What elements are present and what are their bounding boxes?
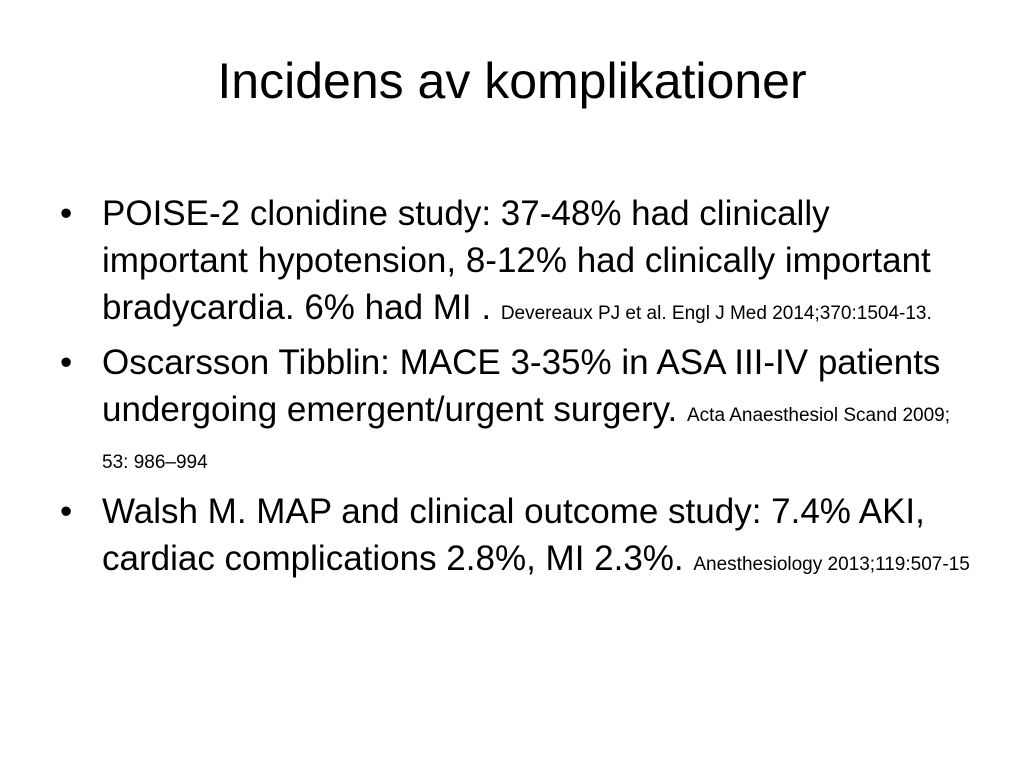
bullet-item-oscarsson	[60, 339, 980, 480]
bullet-text: Oscarsson Tibblin: MACE 3-35% in ASA III-IV patients undergoing emergent/urgent surgery.	[102, 343, 941, 429]
slide-title: Incidens av komplikationer	[217, 53, 807, 109]
bullet-item-poise2	[60, 190, 980, 331]
bullet-list	[60, 190, 980, 590]
citation: Acta Anaesthesiol Scand 2009; 53: 986–994	[102, 405, 951, 473]
bullet-dot-icon: •	[60, 194, 73, 233]
bullet-item-walsh	[60, 488, 980, 582]
citation: Devereaux PJ et al. Engl J Med 2014;370:1504-13.	[500, 303, 932, 324]
bullet-dot-icon: •	[60, 492, 73, 531]
bullet-dot-icon: •	[60, 343, 73, 382]
citation: Anesthesiology 2013;119:507-15	[693, 554, 970, 575]
bullet-text: POISE-2 clonidine study: 37-48% had clinically important hypotension, 8-12% had clinically important bradycardia. 6% had MI .	[102, 194, 931, 327]
bullet-text: Walsh M. MAP and clinical outcome study: 7.4% AKI, cardiac complications 2.8%, MI 2.3%.	[102, 492, 925, 578]
